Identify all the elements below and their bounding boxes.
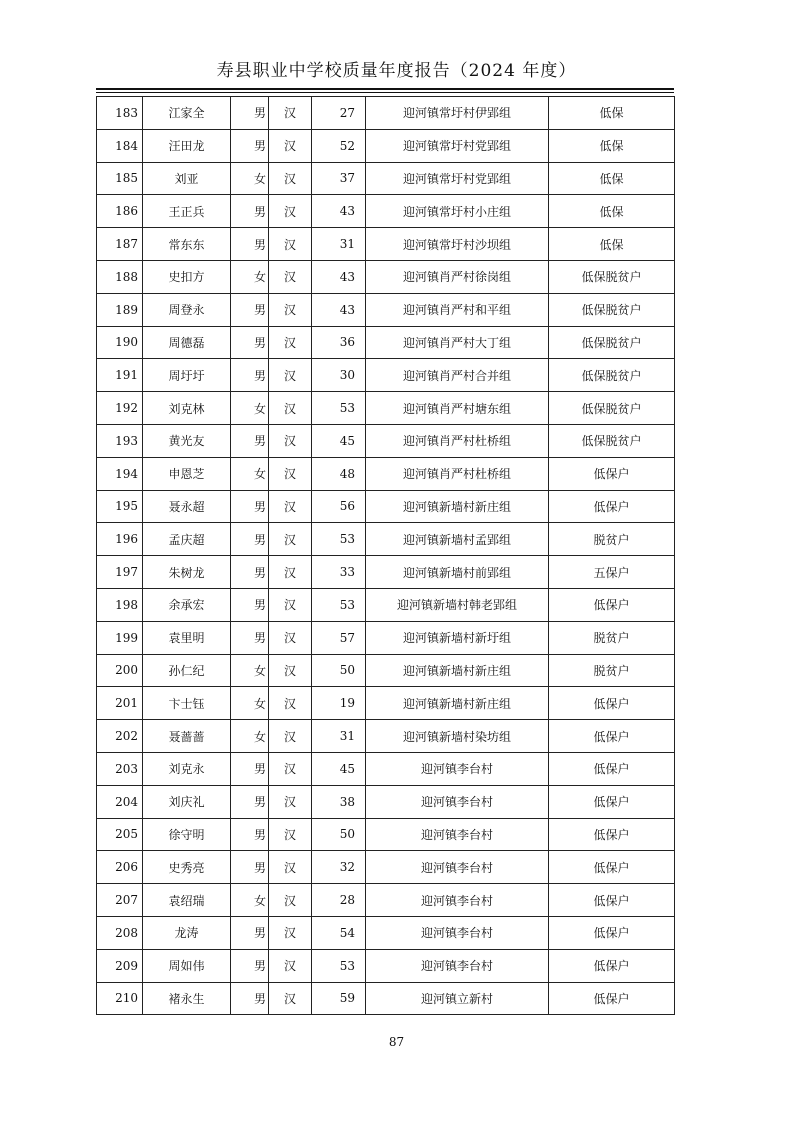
table-row xyxy=(97,588,675,621)
row-number-cell: 197 xyxy=(97,556,143,589)
row-number-cell: 194 xyxy=(97,457,143,490)
row-number-cell: 206 xyxy=(97,851,143,884)
name-cell: 朱树龙 xyxy=(143,556,231,589)
gender-cell: 男 xyxy=(231,818,269,851)
address-cell: 迎河镇肖严村大丁组 xyxy=(366,326,549,359)
address-cell: 迎河镇李台村 xyxy=(366,785,549,818)
gender-cell: 女 xyxy=(231,687,269,720)
row-number-cell: 195 xyxy=(97,490,143,523)
name-cell: 黄光友 xyxy=(143,424,231,457)
age-cell: 53 xyxy=(312,949,366,982)
ethnicity-cell: 汉 xyxy=(269,97,312,130)
row-number-cell: 189 xyxy=(97,293,143,326)
gender-cell: 男 xyxy=(231,490,269,523)
row-number-cell: 190 xyxy=(97,326,143,359)
page-header-title: 寿县职业中学校质量年度报告（2024 年度） xyxy=(216,61,577,81)
name-cell: 刘克林 xyxy=(143,392,231,425)
age-cell: 57 xyxy=(312,621,366,654)
status-cell: 脱贫户 xyxy=(549,621,675,654)
row-number-cell: 205 xyxy=(97,818,143,851)
row-number-cell: 200 xyxy=(97,654,143,687)
table-row xyxy=(97,851,675,884)
row-number-cell: 209 xyxy=(97,949,143,982)
name-cell: 周德磊 xyxy=(143,326,231,359)
age-cell: 52 xyxy=(312,129,366,162)
name-cell: 刘庆礼 xyxy=(143,785,231,818)
gender-cell: 女 xyxy=(231,162,269,195)
address-cell: 迎河镇肖严村塘东组 xyxy=(366,392,549,425)
table-row xyxy=(97,752,675,785)
address-cell: 迎河镇肖严村杜桥组 xyxy=(366,457,549,490)
address-cell: 迎河镇李台村 xyxy=(366,752,549,785)
table-row xyxy=(97,687,675,720)
address-cell: 迎河镇新墙村孟郢组 xyxy=(366,523,549,556)
age-cell: 53 xyxy=(312,523,366,556)
row-number-cell: 208 xyxy=(97,916,143,949)
ethnicity-cell: 汉 xyxy=(269,326,312,359)
name-cell: 孟庆超 xyxy=(143,523,231,556)
age-cell: 53 xyxy=(312,588,366,621)
status-cell: 低保 xyxy=(549,228,675,261)
address-cell: 迎河镇肖严村徐岗组 xyxy=(366,260,549,293)
gender-cell: 男 xyxy=(231,916,269,949)
header-rule-thin xyxy=(96,92,674,93)
name-cell: 孙仁纪 xyxy=(143,654,231,687)
status-cell: 低保户 xyxy=(549,588,675,621)
name-cell: 龙涛 xyxy=(143,916,231,949)
age-cell: 30 xyxy=(312,359,366,392)
gender-cell: 女 xyxy=(231,884,269,917)
address-cell: 迎河镇新墙村韩老郢组 xyxy=(366,588,549,621)
row-number-cell: 183 xyxy=(97,97,143,130)
table-row xyxy=(97,982,675,1015)
status-cell: 低保户 xyxy=(549,851,675,884)
address-cell: 迎河镇常圩村党郢组 xyxy=(366,129,549,162)
address-cell: 迎河镇立新村 xyxy=(366,982,549,1015)
table-row xyxy=(97,260,675,293)
gender-cell: 女 xyxy=(231,720,269,753)
header-rule-thick xyxy=(96,88,674,90)
status-cell: 低保户 xyxy=(549,720,675,753)
status-cell: 低保 xyxy=(549,162,675,195)
gender-cell: 男 xyxy=(231,949,269,982)
ethnicity-cell: 汉 xyxy=(269,818,312,851)
roster-table-body xyxy=(97,97,675,1015)
address-cell: 迎河镇新墙村染坊组 xyxy=(366,720,549,753)
gender-cell: 男 xyxy=(231,752,269,785)
table-row xyxy=(97,884,675,917)
name-cell: 袁里明 xyxy=(143,621,231,654)
status-cell: 低保脱贫户 xyxy=(549,293,675,326)
ethnicity-cell: 汉 xyxy=(269,785,312,818)
age-cell: 50 xyxy=(312,818,366,851)
table-row xyxy=(97,818,675,851)
ethnicity-cell: 汉 xyxy=(269,162,312,195)
row-number-cell: 203 xyxy=(97,752,143,785)
gender-cell: 男 xyxy=(231,293,269,326)
page-number: 87 xyxy=(388,1035,405,1049)
address-cell: 迎河镇新墙村前郢组 xyxy=(366,556,549,589)
status-cell: 低保脱贫户 xyxy=(549,326,675,359)
row-number-cell: 192 xyxy=(97,392,143,425)
gender-cell: 女 xyxy=(231,260,269,293)
address-cell: 迎河镇李台村 xyxy=(366,851,549,884)
ethnicity-cell: 汉 xyxy=(269,228,312,261)
table-row xyxy=(97,195,675,228)
status-cell: 低保户 xyxy=(549,949,675,982)
table-row xyxy=(97,916,675,949)
address-cell: 迎河镇新墙村新庄组 xyxy=(366,687,549,720)
gender-cell: 男 xyxy=(231,424,269,457)
ethnicity-cell: 汉 xyxy=(269,457,312,490)
table-row xyxy=(97,523,675,556)
address-cell: 迎河镇肖严村和平组 xyxy=(366,293,549,326)
ethnicity-cell: 汉 xyxy=(269,949,312,982)
name-cell: 聂永超 xyxy=(143,490,231,523)
row-number-cell: 185 xyxy=(97,162,143,195)
address-cell: 迎河镇新墙村新庄组 xyxy=(366,654,549,687)
table-row xyxy=(97,457,675,490)
status-cell: 低保户 xyxy=(549,457,675,490)
age-cell: 53 xyxy=(312,392,366,425)
ethnicity-cell: 汉 xyxy=(269,523,312,556)
status-cell: 五保户 xyxy=(549,556,675,589)
gender-cell: 男 xyxy=(231,523,269,556)
age-cell: 45 xyxy=(312,424,366,457)
status-cell: 低保脱贫户 xyxy=(549,359,675,392)
name-cell: 刘亚 xyxy=(143,162,231,195)
gender-cell: 男 xyxy=(231,588,269,621)
status-cell: 低保 xyxy=(549,97,675,130)
age-cell: 38 xyxy=(312,785,366,818)
row-number-cell: 210 xyxy=(97,982,143,1015)
row-number-cell: 184 xyxy=(97,129,143,162)
table-row xyxy=(97,129,675,162)
address-cell: 迎河镇常圩村党郢组 xyxy=(366,162,549,195)
age-cell: 33 xyxy=(312,556,366,589)
age-cell: 43 xyxy=(312,260,366,293)
status-cell: 脱贫户 xyxy=(549,523,675,556)
ethnicity-cell: 汉 xyxy=(269,687,312,720)
row-number-cell: 191 xyxy=(97,359,143,392)
ethnicity-cell: 汉 xyxy=(269,490,312,523)
ethnicity-cell: 汉 xyxy=(269,195,312,228)
row-number-cell: 198 xyxy=(97,588,143,621)
row-number-cell: 199 xyxy=(97,621,143,654)
row-number-cell: 186 xyxy=(97,195,143,228)
row-number-cell: 187 xyxy=(97,228,143,261)
status-cell: 低保户 xyxy=(549,490,675,523)
ethnicity-cell: 汉 xyxy=(269,851,312,884)
name-cell: 王正兵 xyxy=(143,195,231,228)
gender-cell: 女 xyxy=(231,654,269,687)
gender-cell: 男 xyxy=(231,556,269,589)
address-cell: 迎河镇新墙村新庄组 xyxy=(366,490,549,523)
name-cell: 刘克永 xyxy=(143,752,231,785)
age-cell: 54 xyxy=(312,916,366,949)
age-cell: 43 xyxy=(312,195,366,228)
age-cell: 48 xyxy=(312,457,366,490)
ethnicity-cell: 汉 xyxy=(269,260,312,293)
age-cell: 56 xyxy=(312,490,366,523)
table-row xyxy=(97,392,675,425)
ethnicity-cell: 汉 xyxy=(269,621,312,654)
table-row xyxy=(97,359,675,392)
name-cell: 周登永 xyxy=(143,293,231,326)
gender-cell: 男 xyxy=(231,359,269,392)
status-cell: 低保户 xyxy=(549,752,675,785)
name-cell: 余承宏 xyxy=(143,588,231,621)
name-cell: 史扣方 xyxy=(143,260,231,293)
status-cell: 低保户 xyxy=(549,818,675,851)
ethnicity-cell: 汉 xyxy=(269,556,312,589)
status-cell: 低保户 xyxy=(549,785,675,818)
age-cell: 27 xyxy=(312,97,366,130)
age-cell: 32 xyxy=(312,851,366,884)
age-cell: 50 xyxy=(312,654,366,687)
name-cell: 申恩芝 xyxy=(143,457,231,490)
row-number-cell: 201 xyxy=(97,687,143,720)
age-cell: 31 xyxy=(312,720,366,753)
table-row xyxy=(97,720,675,753)
ethnicity-cell: 汉 xyxy=(269,982,312,1015)
address-cell: 迎河镇常圩村沙坝组 xyxy=(366,228,549,261)
address-cell: 迎河镇李台村 xyxy=(366,916,549,949)
address-cell: 迎河镇肖严村合并组 xyxy=(366,359,549,392)
name-cell: 卞士钰 xyxy=(143,687,231,720)
gender-cell: 男 xyxy=(231,97,269,130)
address-cell: 迎河镇新墙村新圩组 xyxy=(366,621,549,654)
address-cell: 迎河镇肖严村杜桥组 xyxy=(366,424,549,457)
gender-cell: 男 xyxy=(231,326,269,359)
ethnicity-cell: 汉 xyxy=(269,392,312,425)
row-number-cell: 196 xyxy=(97,523,143,556)
table-row xyxy=(97,293,675,326)
gender-cell: 女 xyxy=(231,457,269,490)
ethnicity-cell: 汉 xyxy=(269,293,312,326)
table-row xyxy=(97,326,675,359)
gender-cell: 女 xyxy=(231,392,269,425)
roster-table xyxy=(96,96,675,1015)
status-cell: 低保户 xyxy=(549,687,675,720)
name-cell: 周如伟 xyxy=(143,949,231,982)
table-row xyxy=(97,785,675,818)
gender-cell: 男 xyxy=(231,621,269,654)
name-cell: 史秀亮 xyxy=(143,851,231,884)
table-row xyxy=(97,424,675,457)
ethnicity-cell: 汉 xyxy=(269,654,312,687)
name-cell: 汪田龙 xyxy=(143,129,231,162)
status-cell: 低保户 xyxy=(549,916,675,949)
table-row xyxy=(97,162,675,195)
status-cell: 低保 xyxy=(549,129,675,162)
table-row xyxy=(97,97,675,130)
ethnicity-cell: 汉 xyxy=(269,129,312,162)
row-number-cell: 204 xyxy=(97,785,143,818)
status-cell: 低保户 xyxy=(549,982,675,1015)
table-row xyxy=(97,228,675,261)
address-cell: 迎河镇常圩村伊郢组 xyxy=(366,97,549,130)
table-row xyxy=(97,654,675,687)
address-cell: 迎河镇李台村 xyxy=(366,818,549,851)
ethnicity-cell: 汉 xyxy=(269,720,312,753)
name-cell: 常东东 xyxy=(143,228,231,261)
status-cell: 低保脱贫户 xyxy=(549,392,675,425)
address-cell: 迎河镇李台村 xyxy=(366,949,549,982)
name-cell: 聂蔷蔷 xyxy=(143,720,231,753)
age-cell: 59 xyxy=(312,982,366,1015)
table-row xyxy=(97,621,675,654)
age-cell: 45 xyxy=(312,752,366,785)
name-cell: 徐守明 xyxy=(143,818,231,851)
table-row xyxy=(97,949,675,982)
ethnicity-cell: 汉 xyxy=(269,424,312,457)
gender-cell: 男 xyxy=(231,228,269,261)
row-number-cell: 188 xyxy=(97,260,143,293)
address-cell: 迎河镇李台村 xyxy=(366,884,549,917)
status-cell: 低保户 xyxy=(549,884,675,917)
gender-cell: 男 xyxy=(231,129,269,162)
age-cell: 43 xyxy=(312,293,366,326)
name-cell: 周圩圩 xyxy=(143,359,231,392)
gender-cell: 男 xyxy=(231,195,269,228)
age-cell: 28 xyxy=(312,884,366,917)
status-cell: 低保脱贫户 xyxy=(549,260,675,293)
age-cell: 19 xyxy=(312,687,366,720)
status-cell: 低保脱贫户 xyxy=(549,424,675,457)
ethnicity-cell: 汉 xyxy=(269,916,312,949)
gender-cell: 男 xyxy=(231,851,269,884)
gender-cell: 男 xyxy=(231,982,269,1015)
row-number-cell: 193 xyxy=(97,424,143,457)
table-row xyxy=(97,490,675,523)
status-cell: 脱贫户 xyxy=(549,654,675,687)
age-cell: 37 xyxy=(312,162,366,195)
age-cell: 31 xyxy=(312,228,366,261)
name-cell: 袁绍瑞 xyxy=(143,884,231,917)
ethnicity-cell: 汉 xyxy=(269,884,312,917)
row-number-cell: 207 xyxy=(97,884,143,917)
gender-cell: 男 xyxy=(231,785,269,818)
table-row xyxy=(97,556,675,589)
age-cell: 36 xyxy=(312,326,366,359)
status-cell: 低保 xyxy=(549,195,675,228)
ethnicity-cell: 汉 xyxy=(269,359,312,392)
name-cell: 江家全 xyxy=(143,97,231,130)
address-cell: 迎河镇常圩村小庄组 xyxy=(366,195,549,228)
ethnicity-cell: 汉 xyxy=(269,752,312,785)
ethnicity-cell: 汉 xyxy=(269,588,312,621)
name-cell: 褚永生 xyxy=(143,982,231,1015)
row-number-cell: 202 xyxy=(97,720,143,753)
